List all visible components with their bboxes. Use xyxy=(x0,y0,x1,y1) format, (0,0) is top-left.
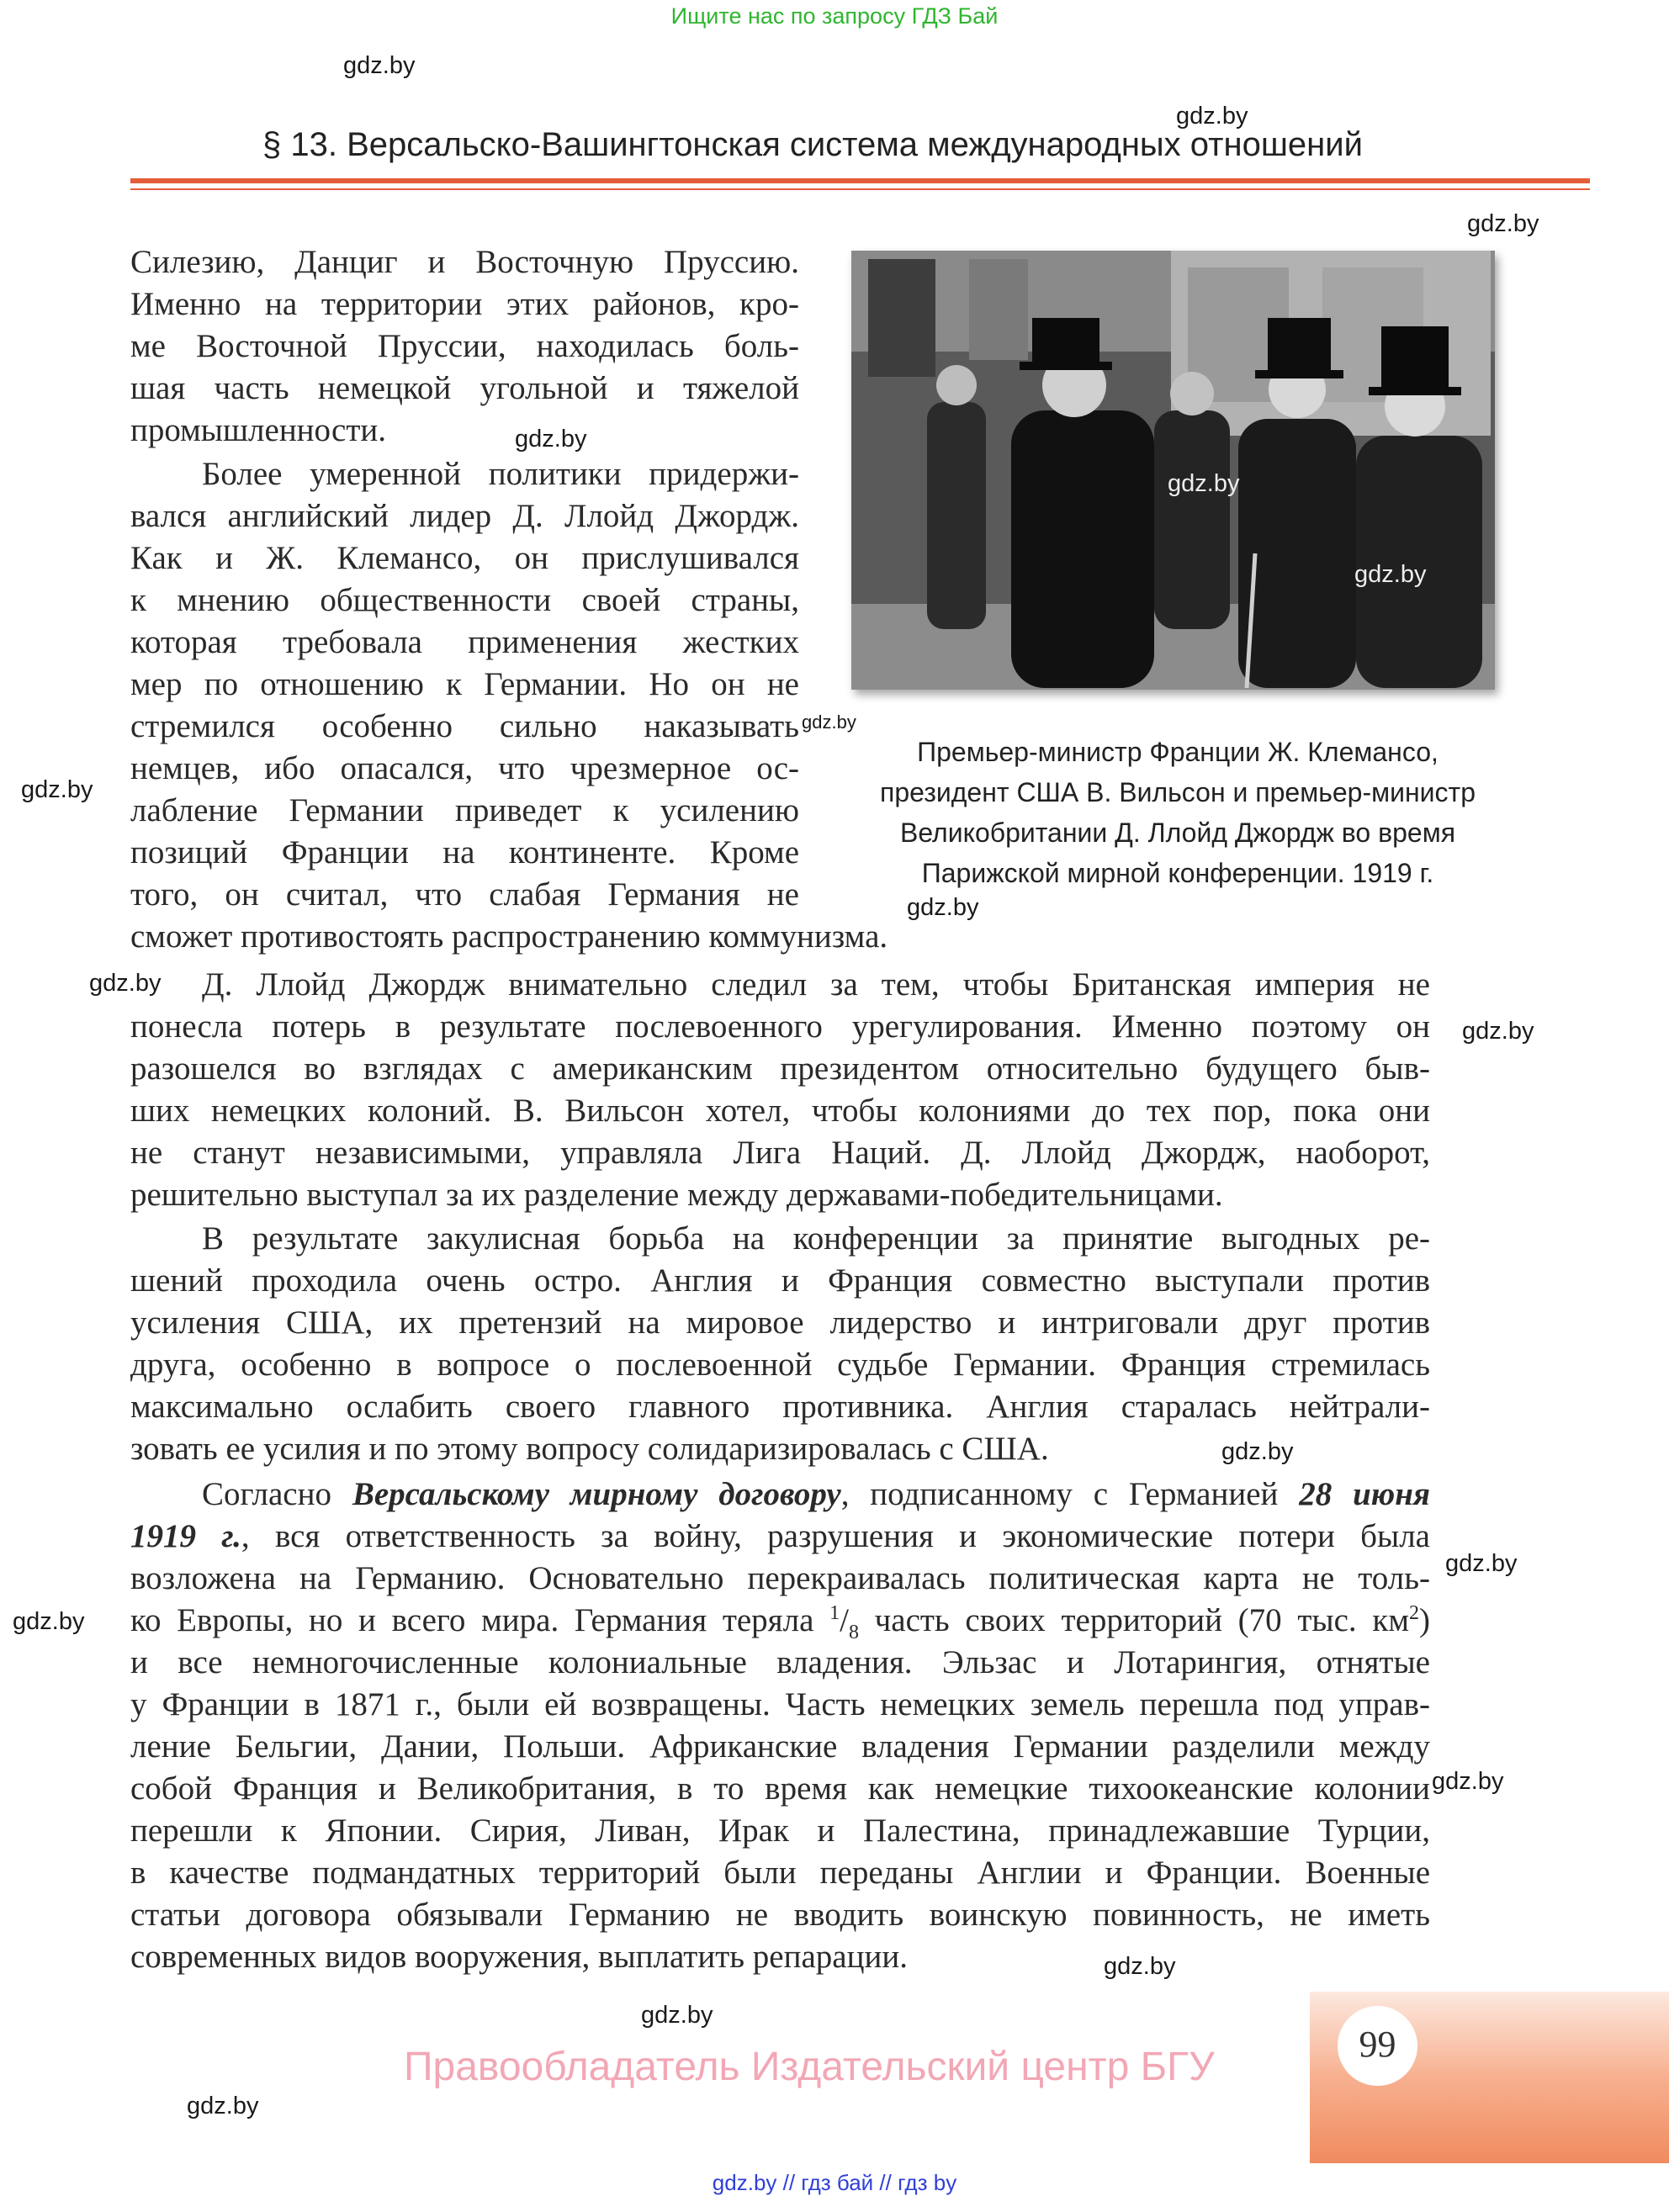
text-line: шая часть немецкой угольной и тяжелой xyxy=(130,370,799,406)
search-hint-banner: Ищите нас по запросу ГДЗ Бай xyxy=(670,3,999,29)
text-line: современных видов вооружения, выплатить репарации. xyxy=(130,1939,908,1975)
text-line: сможет противостоять распространению коммунизма. xyxy=(130,918,888,955)
watermark: gdz.by xyxy=(343,52,416,79)
caption-line: Парижской мирной конференции. 1919 г. xyxy=(921,858,1434,888)
text-line xyxy=(130,1600,1430,1642)
text-line: разошелся во взглядах с американским президентом относительно будущего быв- xyxy=(130,1050,1430,1087)
text-line: немцев, ибо опасался, что чрезмерное ос- xyxy=(130,750,799,786)
text-line: В результате закулисная борьба на конференции за принятие выгодных ре- xyxy=(202,1220,1430,1257)
watermark: gdz.by xyxy=(1467,210,1539,237)
superscript: 2 xyxy=(1409,1602,1420,1624)
watermark: gdz.by xyxy=(641,2002,713,2029)
text-line: Именно на территории этих районов, кро- xyxy=(130,286,799,322)
watermark: gdz.by xyxy=(907,894,979,921)
header-rule xyxy=(130,178,1590,183)
treaty-year: 1919 г. xyxy=(130,1518,241,1554)
watermark: gdz.by xyxy=(1176,103,1248,130)
fraction-denominator: 8 xyxy=(848,1621,859,1643)
text-line: которая требовала применения жестких xyxy=(130,624,799,660)
text-line: к мнению общественности своей страны, xyxy=(130,582,799,618)
text-run: , подписанному с Германией xyxy=(840,1476,1300,1512)
text-line: Д. Ллойд Джордж внимательно следил за тем, чтобы Британская империя не xyxy=(202,966,1430,1003)
caption-line: Премьер-министр Франции Ж. Клемансо, xyxy=(917,737,1439,767)
text-line: лабление Германии приведет к усилению xyxy=(130,792,799,828)
footer-links[interactable]: gdz.by // гдз бай // гдз by xyxy=(712,2170,957,2195)
text-line: мер по отношению к Германии. Но он не xyxy=(130,666,799,702)
watermark: gdz.by xyxy=(13,1608,85,1635)
watermark: gdz.by xyxy=(1462,1018,1534,1045)
text-line: у Франции в 1871 г., были ей возвращены. Часть немецких земель перешла под управ- xyxy=(130,1686,1430,1723)
watermark: gdz.by xyxy=(1445,1550,1518,1577)
text-line: максимально ослабить своего главного противника. Англия старалась нейтрали- xyxy=(130,1389,1430,1425)
text-line xyxy=(130,1516,1430,1558)
text-run: ) xyxy=(1419,1602,1431,1638)
header-rule-thin xyxy=(130,188,1590,190)
text-line: Силезию, Данциг и Восточную Пруссию. xyxy=(130,244,799,280)
text-line: того, он считал, что слабая Германия не xyxy=(130,876,799,913)
text-line: друга, особенно в вопросе о послевоенной судьбе Германии. Франция стремилась xyxy=(130,1347,1430,1383)
text-line: Более умеренной политики придержи- xyxy=(202,456,799,492)
text-line: собой Франция и Великобритания, в то время как немецкие тихоокеанские колонии xyxy=(130,1770,1430,1807)
text-line: Как и Ж. Клемансо, он прислушивался xyxy=(130,540,799,576)
text-line: вался английский лидер Д. Ллойд Джордж. xyxy=(130,498,799,534)
page-number: 99 xyxy=(1359,2024,1396,2065)
text-run: ко Европы, но и всего мира. Германия теряла xyxy=(130,1602,830,1638)
fraction-numerator: 1 xyxy=(829,1602,840,1624)
watermark: gdz.by xyxy=(1221,1438,1294,1465)
text-line: шений проходила очень остро. Англия и Франция совместно выступали против xyxy=(130,1262,1430,1299)
text-line: усиления США, их претензий на мировое лидерство и интриговали друг против xyxy=(130,1304,1430,1341)
caption-line: президент США В. Вильсон и премьер-министр xyxy=(879,777,1476,807)
caption-line: Великобритании Д. Ллойд Джордж во время xyxy=(899,818,1456,848)
text-line xyxy=(130,1474,1430,1516)
photo-caption xyxy=(841,732,1514,893)
watermark: gdz.by xyxy=(1168,470,1240,497)
text-line: промышленности. xyxy=(130,412,387,448)
text-line: ме Восточной Пруссии, находилась боль- xyxy=(130,328,799,364)
text-line: в качестве подмандатных территорий были переданы Англии и Франции. Военные xyxy=(130,1855,1430,1891)
watermark: gdz.by xyxy=(1432,1768,1504,1795)
text-run: часть своих территорий (70 тыс. км xyxy=(858,1602,1410,1638)
watermark: gdz.by xyxy=(1354,561,1427,588)
term-versailles-treaty: Версальскому мирному договору xyxy=(352,1476,841,1512)
text-line: ших немецких колоний. В. Вильсон хотел, чтобы колониями до тех пор, пока они xyxy=(130,1093,1430,1129)
text-line: ление Бельгии, Дании, Польши. Африканские владения Германии разделили между xyxy=(130,1728,1430,1765)
text-line: и все немногочисленные колониальные владения. Эльзас и Лотарингия, отнятые xyxy=(130,1644,1430,1680)
fraction-slash: / xyxy=(840,1602,849,1638)
text-line: перешли к Японии. Сирия, Ливан, Ирак и Палестина, принадлежавшие Турции, xyxy=(130,1812,1430,1849)
text-line: позиций Франции на континенте. Кроме xyxy=(130,834,799,871)
watermark: gdz.by xyxy=(802,712,856,733)
watermark: gdz.by xyxy=(515,426,587,452)
watermark: gdz.by xyxy=(89,970,162,997)
copyright-notice: Правообладатель Издательский центр БГУ xyxy=(404,2045,1215,2089)
watermark: gdz.by xyxy=(21,776,93,803)
treaty-date: 28 июня xyxy=(1299,1476,1430,1512)
text-line: зовать ее усилия и по этому вопросу солидаризировалась с США. xyxy=(130,1431,1049,1467)
text-run: , вся ответственность за войну, разрушения и экономические потери была xyxy=(241,1518,1430,1554)
text-line: статьи договора обязывали Германию не вводить воинскую повинность, не иметь xyxy=(130,1897,1430,1933)
text-line: решительно выступал за их разделение между державами-победительницами. xyxy=(130,1177,1223,1213)
chapter-title: § 13. Версальско-Вашингтонская система международных отношений xyxy=(262,126,1363,163)
text-line: понесла потерь в результате послевоенного урегулирования. Именно поэтому он xyxy=(130,1008,1430,1045)
watermark: gdz.by xyxy=(1104,1953,1176,1980)
text-line: стремился особенно сильно наказывать xyxy=(130,708,799,744)
watermark: gdz.by xyxy=(187,2093,259,2119)
text-run: Согласно xyxy=(202,1476,352,1512)
text-line: возложена на Германию. Основательно перекраивалась политическая карта не толь- xyxy=(130,1560,1430,1596)
text-line: не станут независимыми, управляла Лига Наций. Д. Ллойд Джордж, наоборот, xyxy=(130,1135,1430,1171)
